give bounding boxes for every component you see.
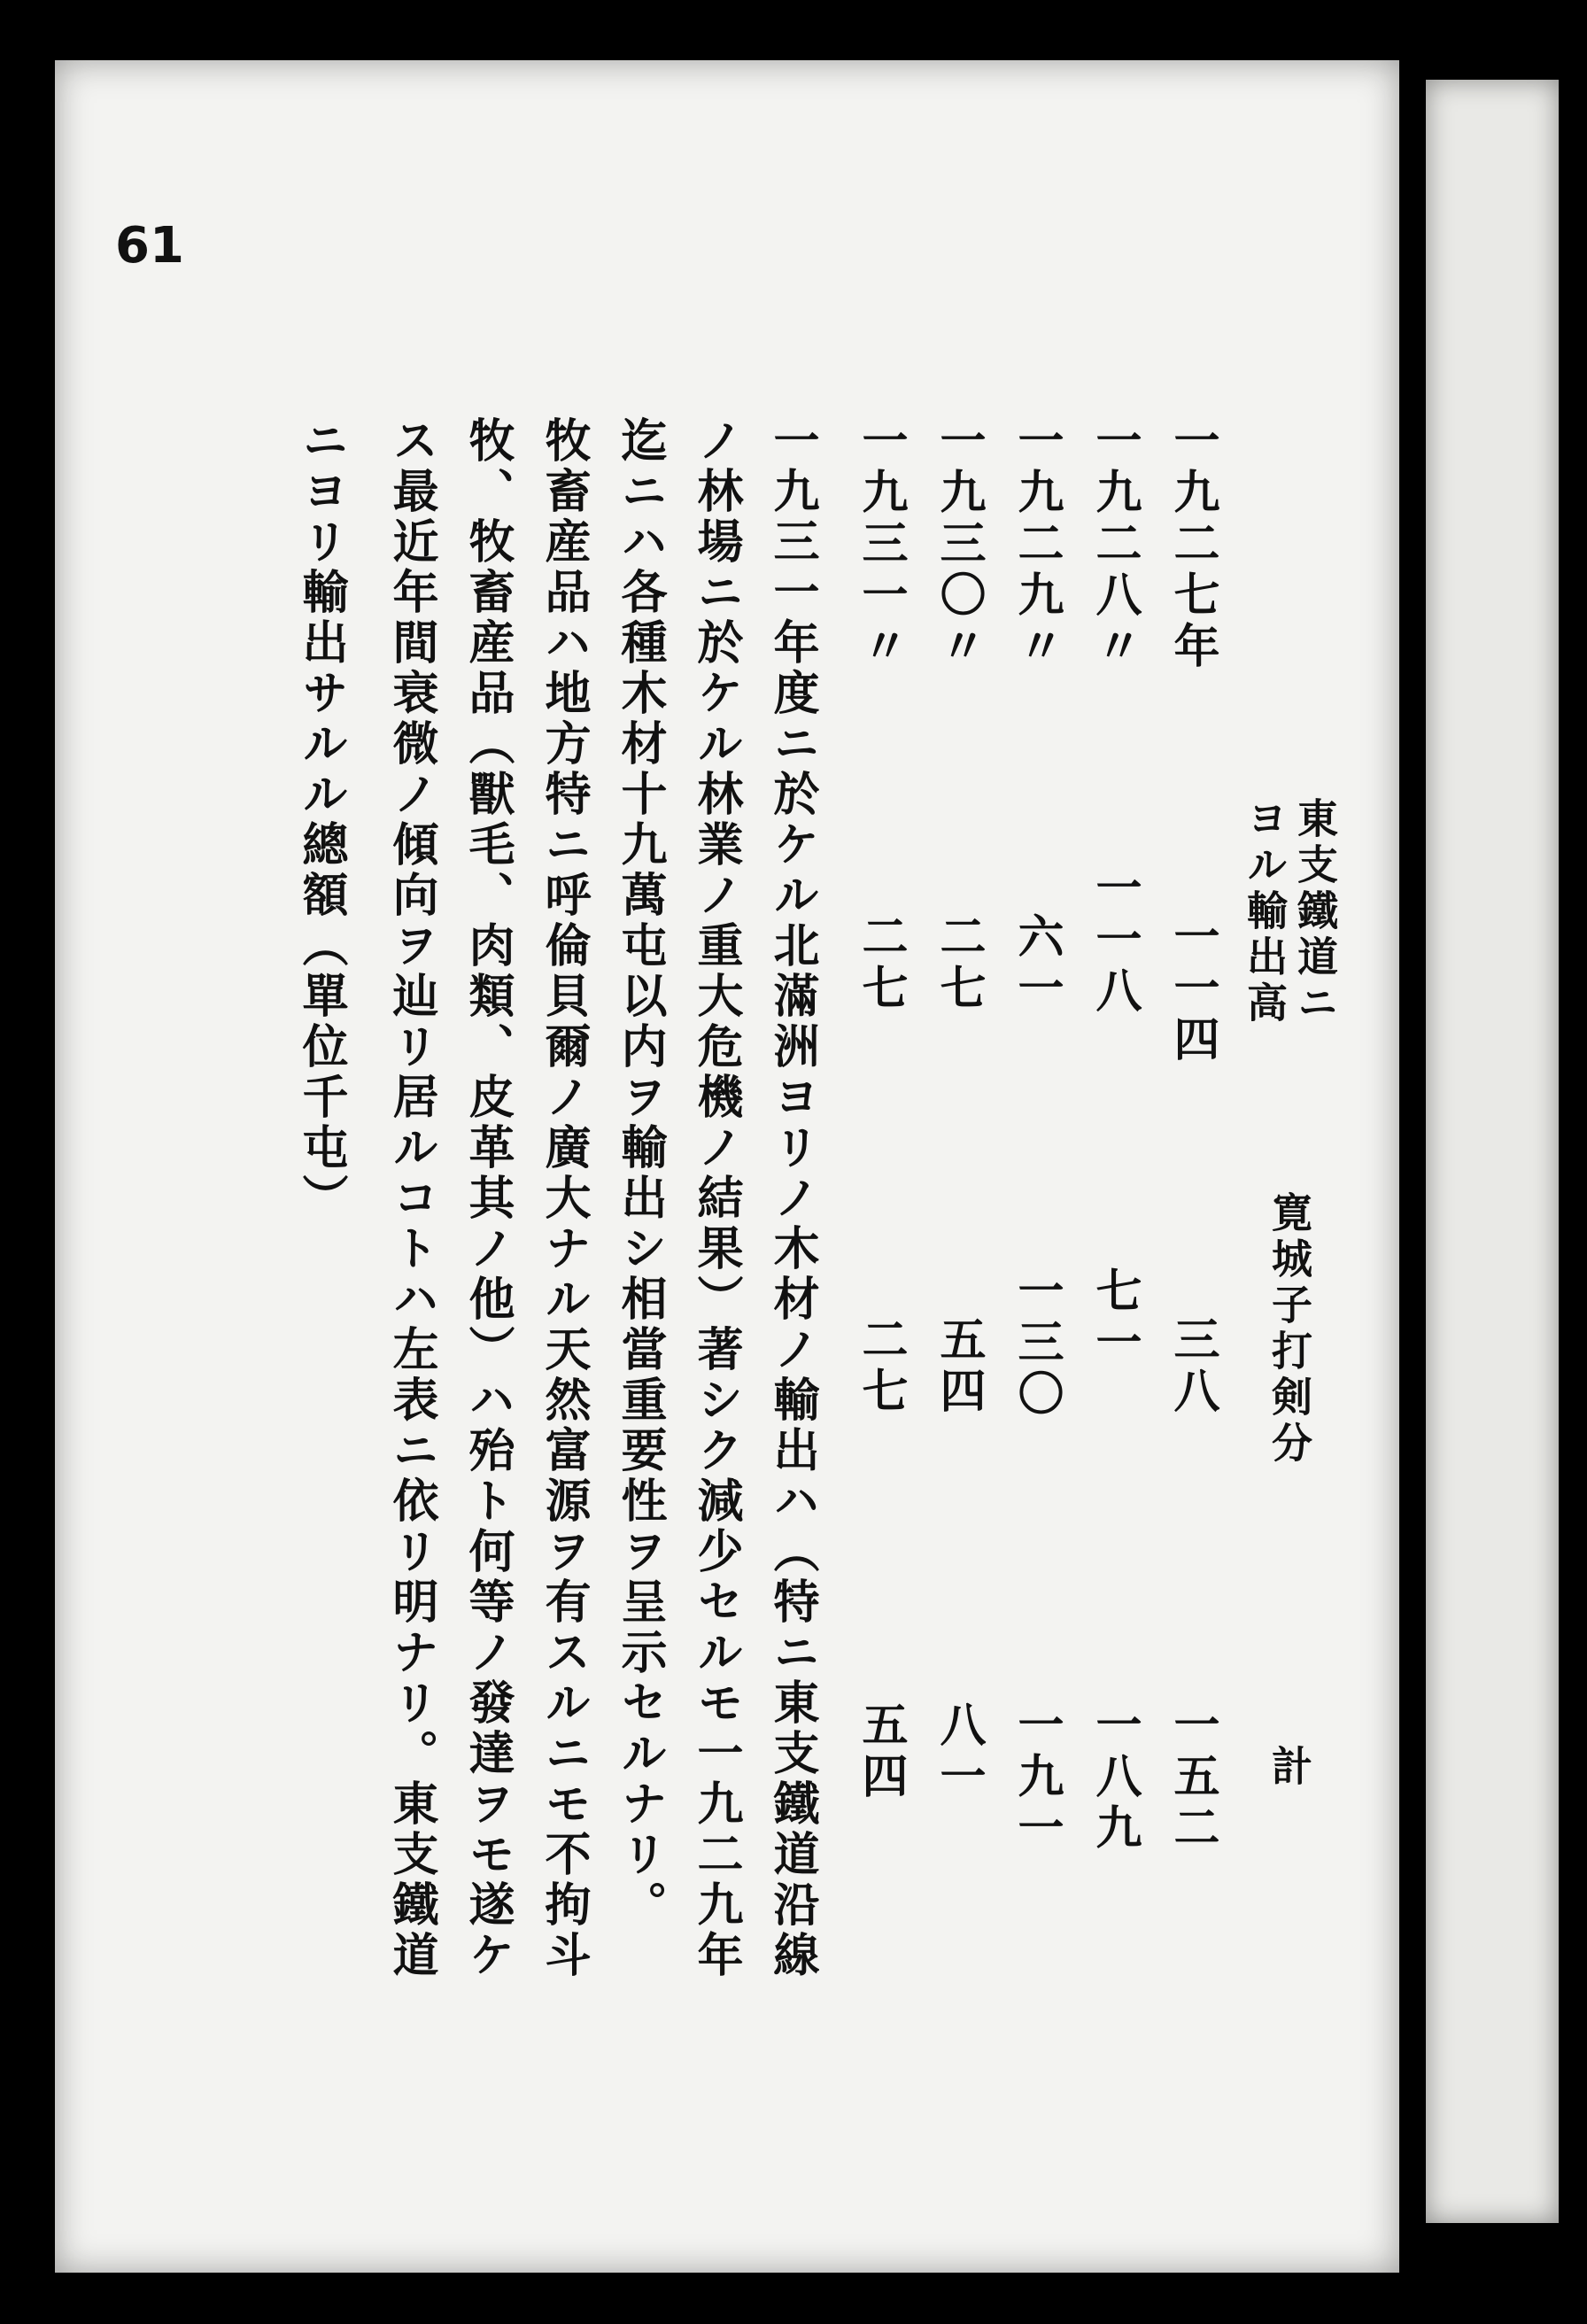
body-line: 迄ニハ各種木材十九萬屯以内ヲ輸出シ相當重要性ヲ呈示セルナリ。 — [613, 416, 667, 1931]
row-year: 一九二九〃 — [1010, 416, 1064, 673]
body-line: ニヨリ輸出サルル總額（單位千屯） — [294, 416, 348, 1224]
row-year: 一九二八〃 — [1088, 416, 1142, 673]
body-line: 牧、牧畜産品（獸毛、肉類、皮革其ノ他）ハ殆ト何等ノ發達ヲモ遂ケ — [461, 416, 515, 1981]
row-total: 八一 — [932, 1700, 986, 1803]
page-number: 61 — [115, 217, 184, 275]
row-col2: 一三〇 — [1010, 1267, 1064, 1421]
row-col1: 六一 — [1010, 912, 1064, 1015]
body-line: ノ林場ニ於ケル林業ノ重大危機ノ結果）著シク減少セルモ一九二九年 — [689, 416, 743, 1981]
row-col2: 七一 — [1088, 1267, 1142, 1369]
row-year: 一九三一〃 — [854, 416, 908, 673]
row-total: 一八九 — [1088, 1700, 1142, 1855]
body-line: 牧畜産品ハ地方特ニ呼倫貝爾ノ廣大ナル天然富源ヲ有スルニモ不拘斗 — [537, 416, 591, 1981]
row-col2: 五四 — [932, 1315, 986, 1418]
row-total: 一五二 — [1165, 1700, 1219, 1855]
row-year: 一九二七年 — [1165, 416, 1219, 673]
row-total: 一九一 — [1010, 1700, 1064, 1855]
row-total: 五四 — [854, 1700, 908, 1803]
body-line: ス最近年間衰微ノ傾向ヲ辿リ居ルコトハ左表ニ依リ明ナリ。東支鐵道 — [384, 416, 438, 1981]
adjacent-page-edge — [1426, 80, 1559, 2223]
row-col1: 二七 — [854, 912, 908, 1015]
header-col3: 計 — [1266, 1745, 1313, 1791]
row-col1: 二七 — [932, 912, 986, 1015]
header-col1-line1: 東支鐵道ニ — [1291, 797, 1339, 1027]
row-col1: 一一四 — [1165, 912, 1219, 1066]
row-col2: 三八 — [1165, 1315, 1219, 1418]
row-col1: 一一八 — [1088, 864, 1142, 1018]
row-year: 一九三〇〃 — [932, 416, 986, 673]
row-col2: 二七 — [854, 1315, 908, 1418]
header-col2: 寛城子打剣分 — [1266, 1191, 1313, 1468]
header-col1-line2: ヨル輸出高 — [1241, 797, 1289, 1027]
body-line: 一九三一年度ニ於ケル北滿洲ヨリノ木材ノ輸出ハ（特ニ東支鐵道沿線 — [765, 416, 819, 1981]
